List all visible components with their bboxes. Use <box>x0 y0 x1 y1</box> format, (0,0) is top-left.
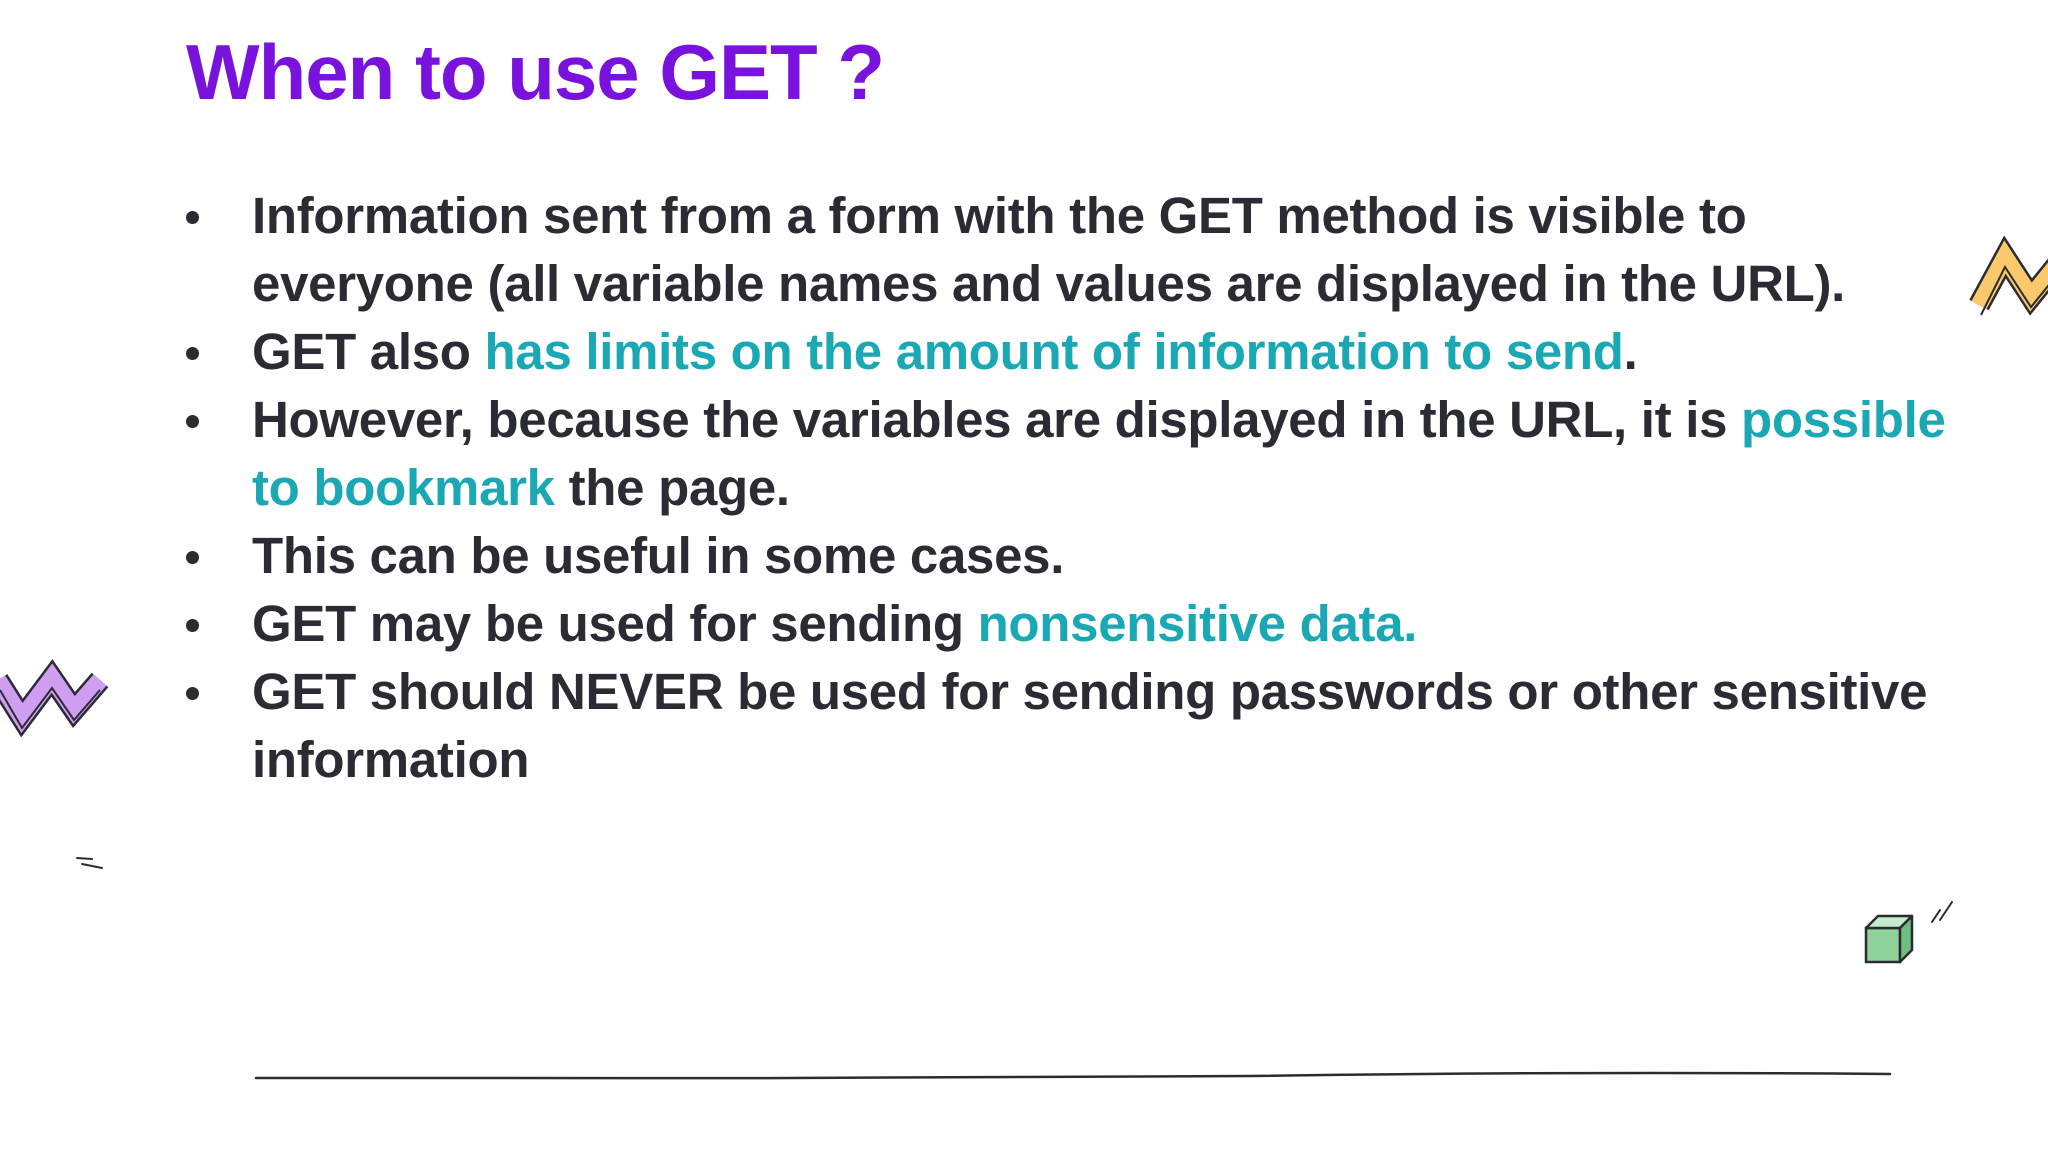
bullet-highlight: possible to bookmark <box>252 391 1946 516</box>
bullet-item-nonsensitive <box>186 590 1966 658</box>
zigzag-icon <box>0 640 120 770</box>
bullet-text: Information sent from a form with the GET method is visible to everyone (all variable names and values are displayed in the URL). <box>252 187 1846 312</box>
scribble-icon <box>74 854 108 872</box>
hand-drawn-line <box>250 1060 1900 1084</box>
bullet-text-end: the page. <box>554 459 790 516</box>
bullet-item-never <box>186 658 1966 794</box>
bullet-highlight: has limits on the amount of information to send <box>484 323 1624 380</box>
bullet-dot <box>186 415 199 428</box>
bullet-text: This can be useful in some cases. <box>252 527 1065 584</box>
bullet-item-useful <box>186 522 1966 590</box>
bullet-item-visibility <box>186 182 1966 318</box>
motion-lines-icon <box>1928 898 1958 928</box>
bullet-dot <box>186 687 199 700</box>
bullet-text: GET also <box>252 323 485 380</box>
cube-icon <box>1860 910 1920 970</box>
bullet-text-end: . <box>1623 323 1638 380</box>
bullet-dot <box>186 619 199 632</box>
bullet-dot <box>186 211 199 224</box>
zigzag-icon <box>1975 235 2048 335</box>
bullet-highlight: nonsensitive data. <box>977 595 1418 652</box>
bullet-dot <box>186 551 199 564</box>
bullet-list <box>186 182 1966 794</box>
slide-title: When to use GET ? <box>186 28 884 116</box>
bullet-item-bookmark <box>186 386 1966 522</box>
bullet-text: GET should NEVER be used for sending passwords or other sensitive information <box>252 663 1928 788</box>
bullet-item-limits <box>186 318 1966 386</box>
bullet-dot <box>186 347 199 360</box>
bullet-text: However, because the variables are displayed in the URL, it is <box>252 391 1742 448</box>
bullet-text: GET may be used for sending <box>252 595 978 652</box>
